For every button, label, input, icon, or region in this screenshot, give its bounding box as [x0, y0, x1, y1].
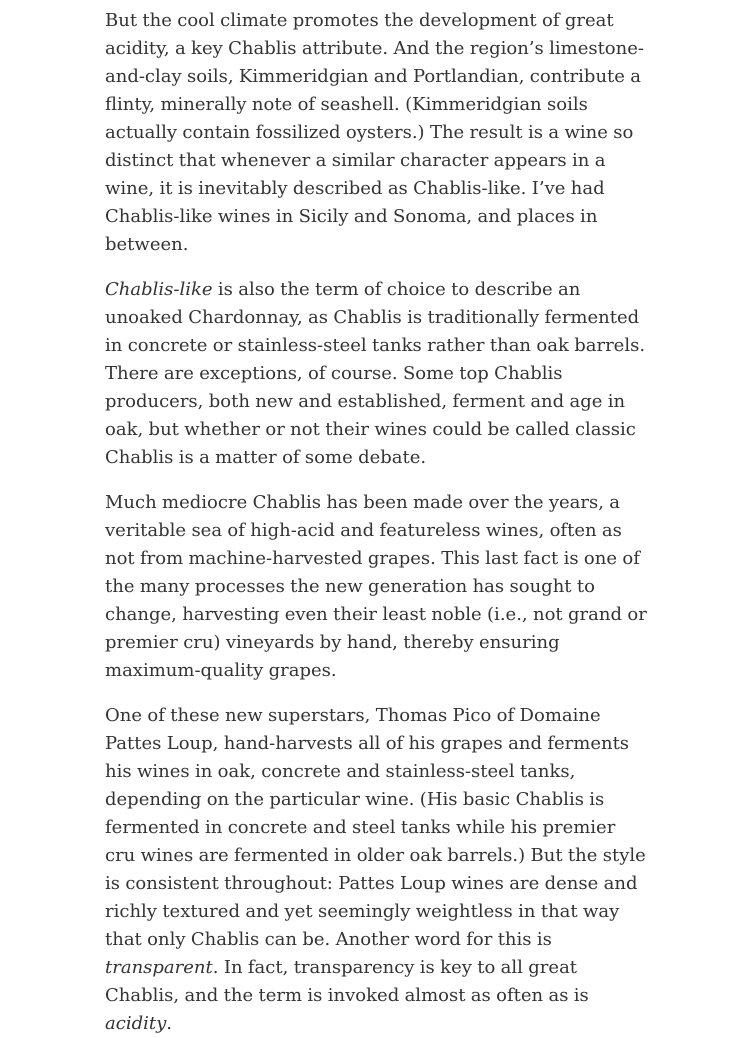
text-segment: One of these new superstars, Thomas Pico of Domaine Pattes Loup, hand-harvests all of his grapes and ferments his wines in oak, concrete and stainless-steel tanks, depending on the particular wine. (His basic Chablis is fermented in concrete and steel tanks while his premier cru wines are fermented in older oak barrels.) But the style is consistent throughout: Pattes Loup wines are dense and richly textured and yet seemingly weightless in that way that only Chablis can be. Another word for this is — [105, 705, 646, 950]
article-paragraph — [105, 7, 650, 259]
text-segment: . — [166, 1013, 172, 1034]
italic-text-segment: transparent — [105, 957, 213, 978]
article-paragraph — [105, 489, 650, 685]
article-paragraph — [105, 276, 650, 472]
text-segment: is also the term of choice to describe an unoaked Chardonnay, as Chablis is traditionally fermented in concrete or stainless-steel tanks rather than oak barrels. There are exceptions, of course. Some top Chablis producers, both new and established, ferment and age in oak, but whether or not their wines could be called classic Chablis is a matter of some debate. — [105, 279, 646, 468]
article-paragraph — [105, 702, 650, 1038]
italic-text-segment: acidity — [105, 1013, 167, 1034]
text-segment: Much mediocre Chablis has been made over the years, a veritable sea of high-acid and featureless wines, often as not from machine-harvested grapes. This last fact is one of the many processes the new generation has sought to change, harvesting even their least noble (i.e., not grand or premier cru) vineyards by hand, thereby ensuring maximum-quality grapes. — [105, 492, 647, 681]
article-body — [105, 0, 650, 1038]
italic-text-segment: Chablis-like — [105, 279, 213, 300]
text-segment: . In fact, transparency is key to all great Chablis, and the term is invoked almost as often as is — [105, 957, 589, 1006]
text-segment: But the cool climate promotes the development of great acidity, a key Chablis attribute. And the region’s limestone-and-clay soils, Kimmeridgian and Portlandian, contribute a flinty, minerally note of seashell. (Kimmeridgian soils actually contain fossilized oysters.) The result is a wine so distinct that whenever a similar character appears in a wine, it is inevitably described as Chablis-like. I’ve had Chablis-like wines in Sicily and Sonoma, and places in between. — [105, 10, 644, 255]
